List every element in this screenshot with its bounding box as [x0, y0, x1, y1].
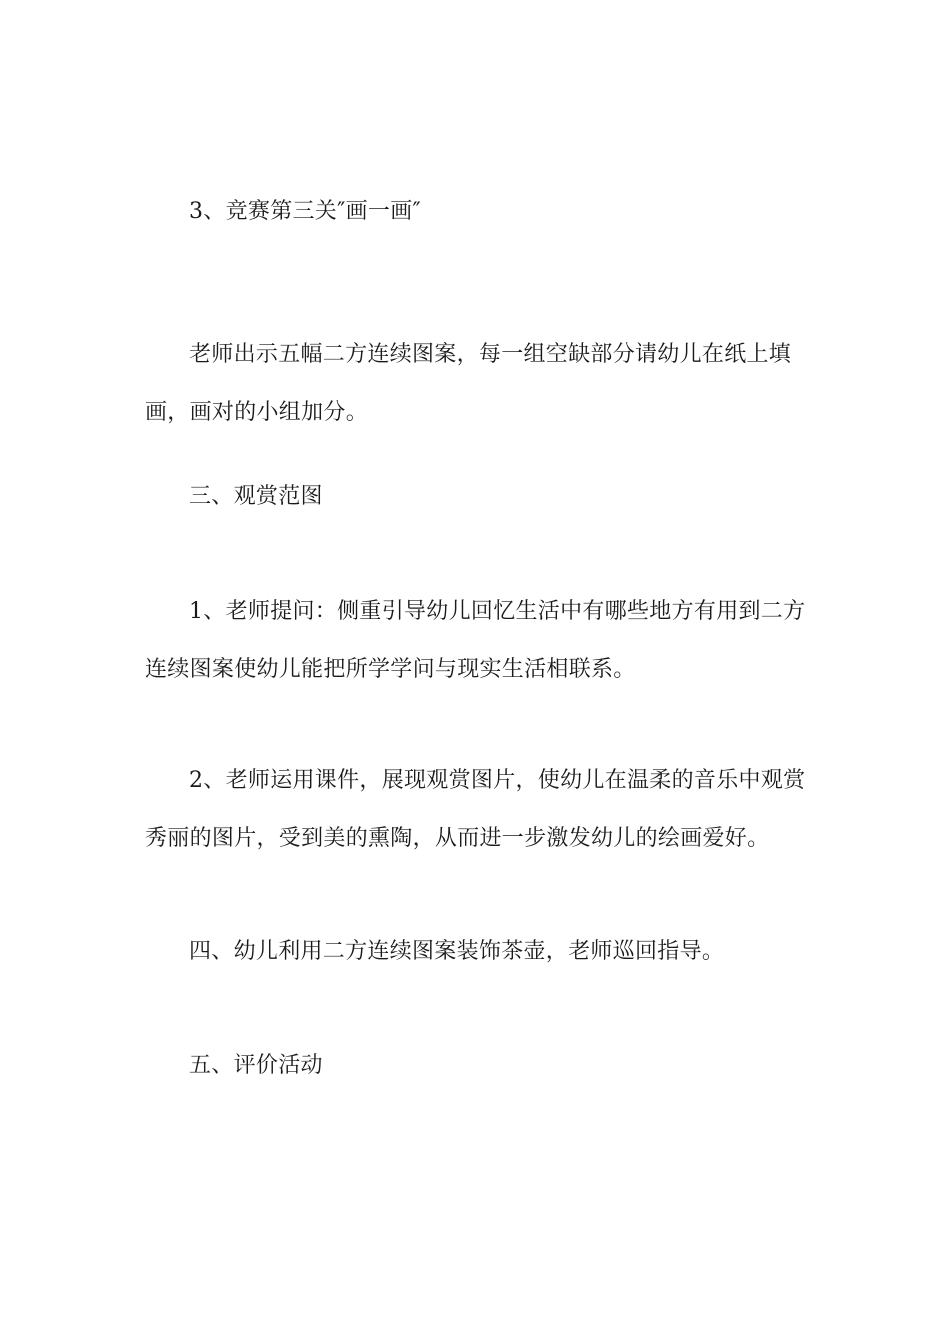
paragraph-teacher-courseware [145, 752, 810, 868]
paragraph-line: 四、幼儿利用二方连续图案装饰茶壶，老师巡回指导。 [189, 939, 725, 964]
paragraph-line: 秀丽的图片，受到美的熏陶，从而进一步激发幼儿的绘画爱好。 [145, 826, 770, 851]
paragraph-line: 1、老师提问：侧重引导幼儿回忆生活中有哪些地方有用到二方 [189, 599, 806, 624]
paragraph-teacher-question [145, 583, 810, 699]
paragraph-competition-round-three [145, 183, 810, 241]
paragraph-line: 画，画对的小组加分。 [145, 400, 369, 425]
paragraph-line: 连续图案使幼儿能把所学学问与现实生活相联系。 [145, 657, 636, 682]
section-heading-evaluation [145, 1037, 810, 1095]
paragraph-line: 3、竞赛第三关″画一画″ [189, 199, 422, 224]
paragraph-teacher-shows-patterns [145, 326, 810, 442]
paragraph-line: 老师出示五幅二方连续图案，每一组空缺部分请幼儿在纸上填 [189, 342, 792, 367]
section-heading-view-samples [145, 468, 810, 526]
paragraph-line: 三、观赏范图 [189, 484, 323, 509]
paragraph-line: 五、评价活动 [189, 1053, 323, 1078]
section-heading-decorate-teapot [145, 923, 810, 981]
paragraph-line: 2、老师运用课件，展现观赏图片，使幼儿在温柔的音乐中观赏 [189, 768, 806, 793]
